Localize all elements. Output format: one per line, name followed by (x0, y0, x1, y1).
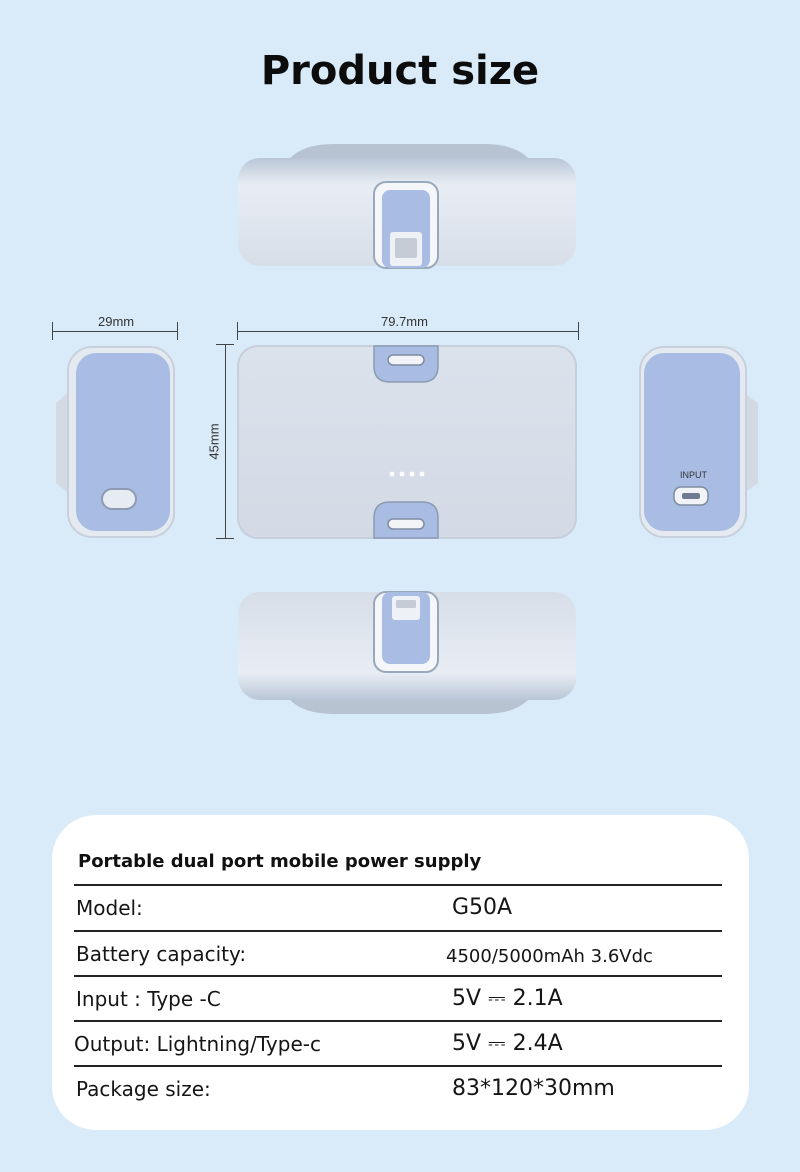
height-dimension-tick-top (216, 344, 234, 345)
width-dimension-label: 29mm (98, 314, 135, 329)
spec-label: Output: Lightning/Type-c (74, 1032, 321, 1056)
device-front-view (234, 342, 580, 542)
spec-value: G50A (452, 895, 513, 920)
input-port-label: INPUT (680, 470, 707, 480)
spec-label: Package size: (76, 1077, 211, 1101)
device-side-right-view (636, 343, 768, 541)
length-dimension-tick-left (237, 322, 238, 340)
spec-label: Input : Type -C (76, 987, 221, 1011)
spec-row-package-size (74, 1065, 722, 1111)
width-dimension-tick-left (52, 322, 53, 340)
width-dimension-line (52, 331, 178, 332)
spec-value: 5V ⎓ 2.1A (452, 986, 563, 1011)
page-title: Product size (260, 48, 540, 94)
height-dimension-label: 45mm (206, 423, 222, 460)
device-top-view (234, 140, 580, 270)
spec-value: 4500/5000mAh 3.6Vdc (446, 946, 653, 967)
spec-row-battery-capacity (74, 930, 722, 976)
height-dimension-tick-bottom (216, 538, 234, 539)
spec-row-model (74, 884, 722, 930)
length-dimension-tick-right (578, 322, 579, 340)
device-bottom-view (234, 588, 580, 718)
specs-heading: Portable dual port mobile power supply (78, 851, 482, 872)
spec-row-input (74, 975, 722, 1021)
height-dimension-line (225, 344, 226, 538)
spec-value: 83*120*30mm (452, 1076, 615, 1101)
spec-row-output (74, 1020, 722, 1066)
specs-card (52, 815, 749, 1130)
spec-label: Battery capacity: (76, 942, 247, 966)
device-side-left-view (48, 343, 180, 541)
spec-label: Model: (76, 896, 143, 920)
spec-value: 5V ⎓ 2.4A (452, 1031, 563, 1056)
width-dimension-tick-right (177, 322, 178, 340)
length-dimension-label: 79.7mm (381, 314, 428, 329)
length-dimension-line (237, 331, 579, 332)
